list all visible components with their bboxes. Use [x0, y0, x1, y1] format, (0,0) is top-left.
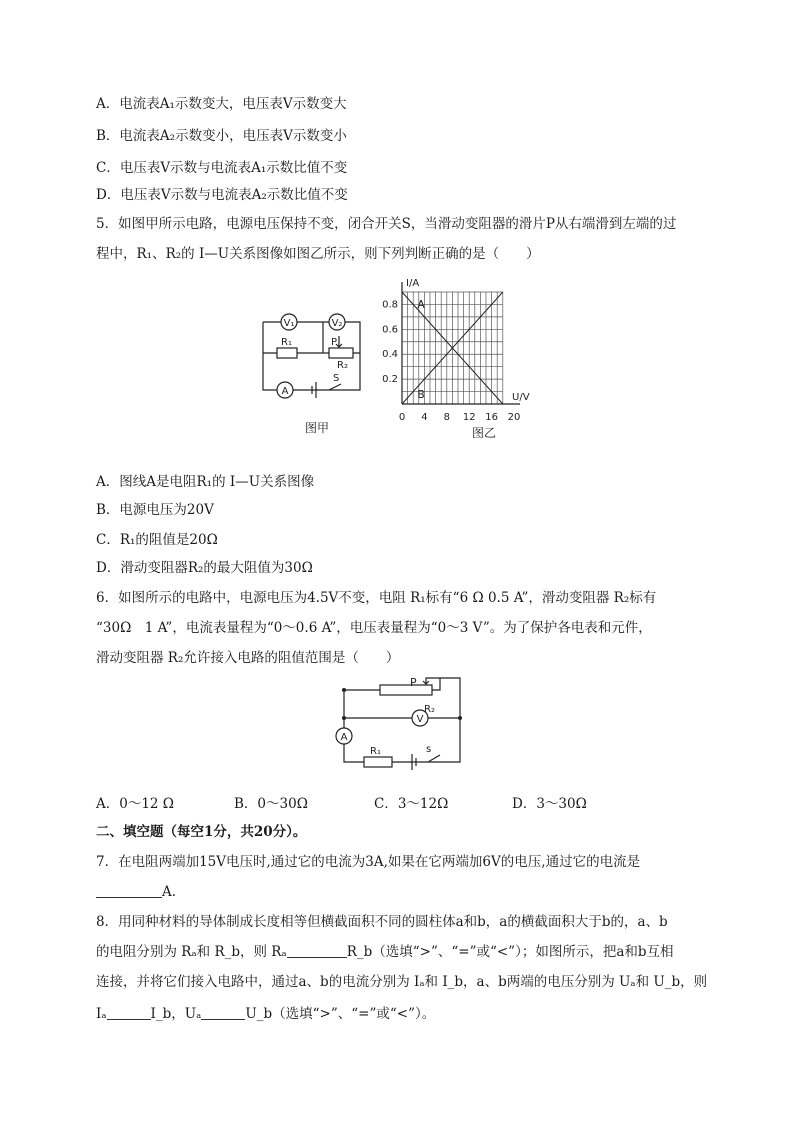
label-r2: R₂	[337, 360, 348, 371]
answer-blank[interactable]	[287, 943, 347, 958]
q6-option-b: B．0～30Ω	[234, 796, 308, 812]
label-v: V	[416, 714, 424, 725]
y-axis-label: I/A	[406, 278, 420, 289]
label-s: S	[333, 373, 340, 384]
q7-unit: A.	[162, 884, 177, 900]
q6-option-d: D．3～30Ω	[512, 796, 587, 812]
fig-left-caption: 图甲	[305, 421, 330, 435]
series-label-B: B	[417, 387, 425, 401]
x-tick-label: 0	[398, 412, 406, 423]
q8-line2-part-b: R_b（选填“>”、“=”或“<”）；如图所示，把a和b互相	[346, 944, 674, 960]
q7-stem-line1: 7．在电阻两端加15V电压时,通过它的电流为3A,如果在它两端加6V的电压,通过它的电流是	[96, 854, 641, 870]
series-label-A: A	[417, 298, 425, 312]
answer-blank[interactable]	[201, 1005, 245, 1020]
q5-option-a: A．图线A是电阻R₁的 I—U关系图像	[96, 474, 315, 490]
x-tick-label: 20	[507, 412, 521, 423]
q5-option-b: B．电源电压为20V	[96, 502, 214, 518]
label-a: A	[340, 732, 348, 743]
label-v1: V₁	[283, 318, 295, 329]
label-s: s	[426, 744, 432, 755]
fig-right-caption: 图乙	[472, 426, 497, 440]
y-tick-label: 0.4	[382, 349, 398, 361]
section-title: 二、填空题（每空1分，共20分）。	[96, 824, 307, 840]
y-tick-label: 0.8	[382, 299, 398, 311]
label-v2: V₂	[331, 318, 343, 329]
label-r1: R₁	[281, 337, 292, 348]
q5-iu-chart	[380, 272, 550, 442]
x-tick-label: 16	[485, 412, 498, 423]
y-tick-label: 0.2	[382, 374, 398, 386]
x-tick-label: 8	[443, 412, 450, 423]
q7-stem-line2	[96, 882, 176, 902]
x-axis-label: U/V	[512, 392, 530, 403]
x-tick-label: 4	[421, 412, 428, 423]
x-tick-label: 12	[462, 412, 476, 423]
label-p: P	[410, 676, 417, 689]
q8-line1: 8．用同种材料的导体制成长度相等但横截面积不同的圆柱体a和b，a的横截面积大于b的，a、b	[96, 914, 668, 930]
q5-stem-line2: 程中，R₁、R₂的 I—U关系图像如图乙所示，则下列判断正确的是（ ）	[96, 246, 540, 262]
label-a: A	[281, 386, 289, 397]
label-r2: R₂	[424, 704, 435, 715]
q8-line4-part-b: I_b，Uₐ	[150, 1006, 202, 1022]
label-p: P	[331, 337, 338, 348]
q8-line2-part-a: 的电阻分别为 Rₐ和 R_b，则 Rₐ	[96, 944, 287, 960]
q8-line4-part-a: Iₐ	[96, 1006, 107, 1022]
q4-option-a: A．电流表A₁示数变大，电压表V示数变大	[96, 96, 347, 112]
q4-option-b: B．电流表A₂示数变小，电压表V示数变小	[96, 128, 347, 144]
q8-line4-part-c: U_b（选填“>”、“=”或“<”）。	[245, 1006, 436, 1022]
q5-stem-line1: 5．如图甲所示电路，电源电压保持不变，闭合开关S，当滑动变阻器的滑片P从右端滑到左端的过	[96, 216, 677, 232]
q5-circuit-diagram	[255, 300, 385, 440]
y-tick-label: 0.6	[382, 324, 398, 336]
q5-option-c: C．R₁的阻值是20Ω	[96, 532, 218, 548]
q6-option-c: C．3～12Ω	[374, 796, 449, 812]
q6-stem-line3: 滑动变阻器 R₂允许接入电路的阻值范围是（ ）	[96, 650, 400, 666]
q6-circuit-diagram	[330, 672, 470, 772]
q6-option-a: A．0～12 Ω	[96, 796, 175, 812]
q8-line4	[96, 1004, 435, 1024]
q6-stem-line1: 6．如图所示的电路中，电源电压为4.5V不变，电阻 R₁标有“6 Ω 0.5 A”，滑动变阻器 R₂标有	[96, 590, 657, 606]
answer-blank[interactable]	[96, 883, 162, 898]
answer-blank[interactable]	[107, 1005, 151, 1020]
q6-stem-line2: “30Ω 1 A”，电流表量程为“0～0.6 A”，电压表量程为“0～3 V”。为了保护各电表和元件，	[96, 620, 652, 636]
label-r1: R₁	[370, 746, 381, 757]
q4-option-c: C．电压表V示数与电流表A₁示数比值不变	[96, 160, 348, 176]
q8-line2	[96, 942, 674, 962]
q4-option-d: D．电压表V示数与电流表A₂示数比值不变	[96, 187, 348, 203]
q8-line3: 连接，并将它们接入电路中，通过a、b的电流分别为 Iₐ和 I_b，a、b两端的电压分别为 Uₐ和 U_b，则	[96, 974, 708, 990]
q5-option-d: D．滑动变阻器R₂的最大阻值为30Ω	[96, 560, 313, 576]
